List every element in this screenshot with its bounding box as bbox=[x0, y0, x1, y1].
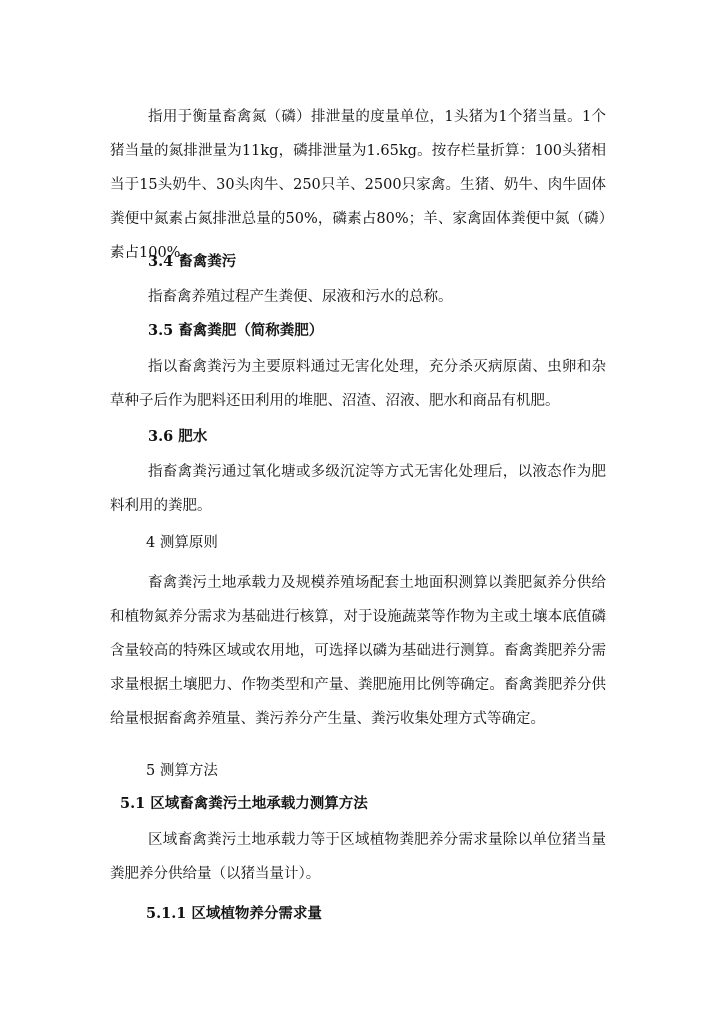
section-4-heading: 4 测算原则 bbox=[146, 535, 218, 551]
section-3-6-paragraph: 指畜禽粪污通过氧化塘或多级沉淀等方式无害化处理后，以液态作为肥料利用的粪肥。 bbox=[110, 464, 606, 514]
section-5-1-1-heading: 5.1.1 区域植物养分需求量 bbox=[146, 905, 322, 922]
section-3-4-heading: 3.4 畜禽粪污 bbox=[148, 253, 237, 270]
pig-equivalent-definition-paragraph: 指用于衡量畜禽氮（磷）排泄量的度量单位，1头猪为1个猪当量。1个猪当量的氮排泄量为11kg，磷排泄量为1.65kg。按存栏量折算：100头猪相当于15头奶牛、30头肉牛、250只羊、2500只家禽。生猪、奶牛、肉牛固体粪便中氮素占氮排泄总量的50%，磷素占80%；羊、家禽固体粪便中氮（磷）素占100%。 bbox=[110, 109, 606, 261]
section-5-heading: 5 测算方法 bbox=[146, 763, 218, 779]
section-5-1-paragraph: 区域畜禽粪污土地承载力等于区域植物粪肥养分需求量除以单位猪当量粪肥养分供给量（以猪当量计）。 bbox=[110, 832, 606, 882]
section-3-5-heading: 3.5 畜禽粪肥（简称粪肥） bbox=[148, 322, 324, 339]
section-3-4-paragraph: 指畜禽养殖过程产生粪便、尿液和污水的总称。 bbox=[148, 289, 453, 305]
section-5-1-heading: 5.1 区域畜禽粪污土地承载力测算方法 bbox=[120, 795, 368, 812]
section-4-paragraph: 畜禽粪污土地承载力及规模养殖场配套土地面积测算以粪肥氮养分供给和植物氮养分需求为基础进行核算，对于设施蔬菜等作物为主或土壤本底值磷含量较高的特殊区域或农用地，可选择以磷为基础进行测算。畜禽粪肥养分需求量根据土壤肥力、作物类型和产量、粪肥施用比例等确定。畜禽粪肥养分供给量根据畜禽养殖量、粪污养分产生量、粪污收集处理方式等确定。 bbox=[110, 575, 606, 727]
section-3-5-paragraph: 指以畜禽粪污为主要原料通过无害化处理，充分杀灭病原菌、虫卵和杂草种子后作为肥料还田利用的堆肥、沼渣、沼液、肥水和商品有机肥。 bbox=[110, 359, 606, 409]
section-3-6-heading: 3.6 肥水 bbox=[148, 428, 208, 445]
